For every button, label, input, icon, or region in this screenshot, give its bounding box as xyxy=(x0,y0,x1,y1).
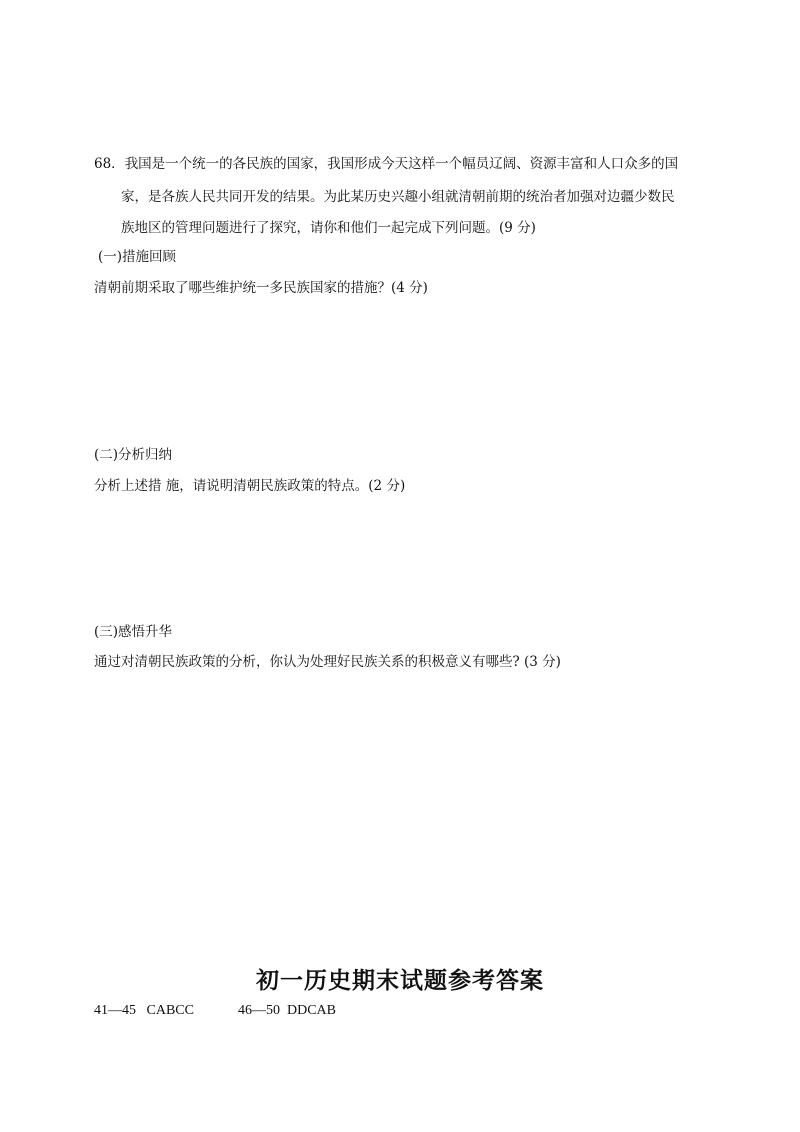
answer-range-2: 46—50 xyxy=(237,1003,280,1018)
part-3-prompt: 通过对清朝民族政策的分析，你认为处理好民族关系的积极意义有哪些? (3 分) xyxy=(94,654,561,670)
answer-range-1: 41—45 xyxy=(94,1003,136,1018)
question-intro-line-2: 家，是各族人民共同开发的结果。为此某历史兴趣小组就清朝前期的统治者加强对边疆少数民 xyxy=(121,189,675,205)
answer-values-1: CABCC xyxy=(146,1003,194,1018)
part-3-heading: (三)感悟升华 xyxy=(94,624,173,640)
question-intro-line-1: 68．我国是一个统一的各民族的国家，我国形成今天这样一个幅员辽阔、资源丰富和人口众多的国 xyxy=(94,156,679,172)
answer-values-2: DDCAB xyxy=(286,1003,336,1018)
question-number: 68． xyxy=(94,156,125,172)
answer-key-row xyxy=(94,1003,336,1019)
part-2-prompt: 分析上述措 施，请说明清朝民族政策的特点。(2 分) xyxy=(94,478,406,494)
question-intro-line-3: 族地区的管理问题进行了探究，请你和他们一起完成下列问题。(9 分) xyxy=(121,220,536,236)
answer-key-title: 初一历史期末试题参考答案 xyxy=(256,968,544,994)
part-1-prompt: 清朝前期采取了哪些维护统一多民族国家的措施？(4 分) xyxy=(94,280,428,296)
part-1-heading: (一)措施回顾 xyxy=(98,249,177,265)
part-2-heading: (二)分析归纳 xyxy=(94,447,173,463)
